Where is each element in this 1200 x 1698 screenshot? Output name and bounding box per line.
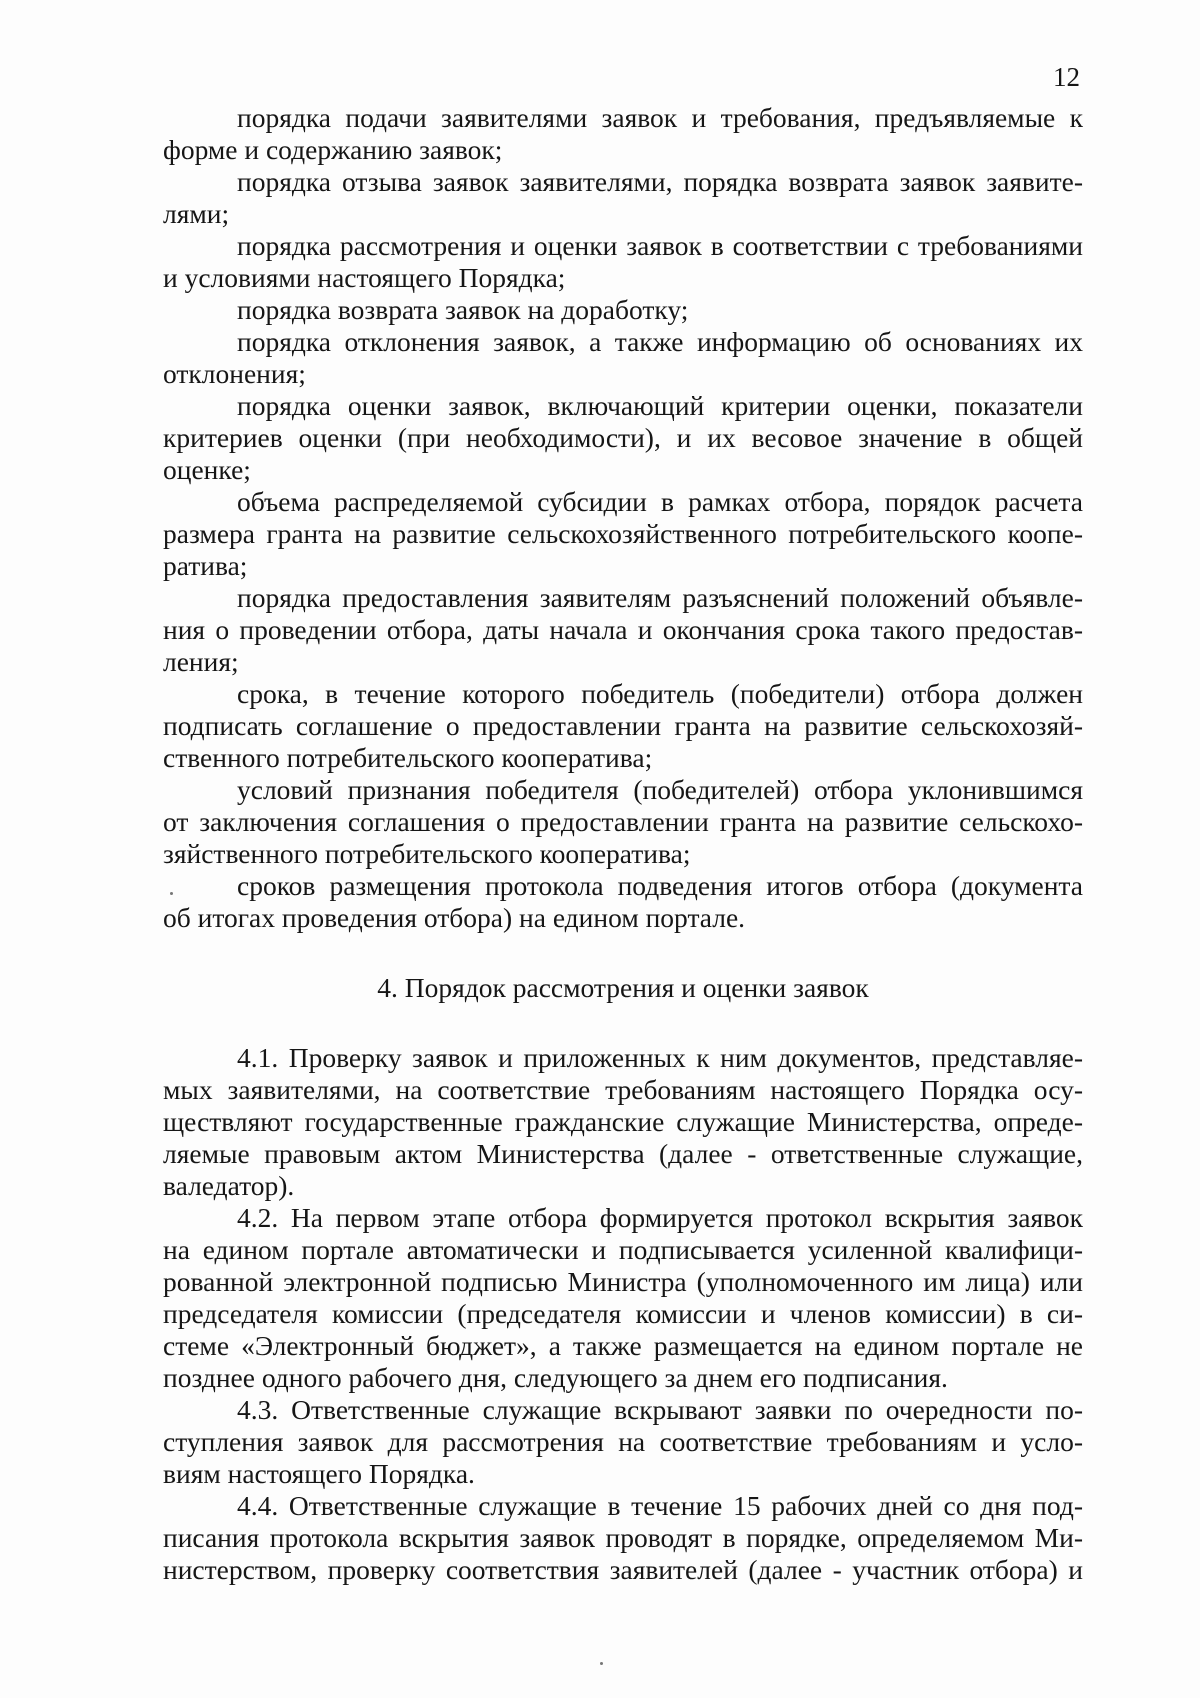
text-line: порядка отклонения заявок, а также информацию об основаниях их	[237, 326, 1083, 357]
text-line: порядка предоставления заявителям разъяснений положений объявле-	[237, 582, 1083, 613]
text-line: ния о проведении отбора, даты начала и окончания срока такого предостав-	[163, 614, 1083, 645]
page-number: 12	[1053, 62, 1080, 92]
text-line: и условиями настоящего Порядка;	[163, 262, 566, 293]
text-line: ственного потребительского кооператива;	[163, 742, 653, 773]
text-line: рованной электронной подписью Министра (уполномоченного им лица) или	[163, 1266, 1083, 1297]
text-line: от заключения соглашения о предоставлении гранта на развитие сельскохо-	[163, 806, 1083, 837]
section-heading: 4. Порядок рассмотрения и оценки заявок	[377, 972, 869, 1003]
text-line: лями;	[163, 198, 230, 229]
text-line: размера гранта на развитие сельскохозяйственного потребительского коопе-	[163, 518, 1083, 549]
text-line: оценке;	[163, 454, 251, 485]
text-line: форме и содержанию заявок;	[163, 134, 503, 165]
text-line: ляемые правовым актом Министерства (далее - ответственные служащие,	[163, 1138, 1083, 1169]
text-line: ществляют государственные гражданские служащие Министерства, опреде-	[163, 1106, 1083, 1137]
text-line: зяйственного потребительского кооператива;	[163, 838, 691, 869]
text-line: объема распределяемой субсидии в рамках отбора, порядок расчета	[237, 486, 1083, 517]
text-line: порядка подачи заявителями заявок и требования, предъявляемые к	[237, 102, 1083, 133]
text-line: ратива;	[163, 550, 248, 581]
text-line: на едином портале автоматически и подписывается усиленной квалифици-	[163, 1234, 1083, 1265]
scan-speck	[600, 1662, 603, 1665]
document-body	[163, 102, 1083, 1586]
text-line: отклонения;	[163, 358, 306, 389]
text-line: нистерством, проверку соответствия заявителей (далее - участник отбора) и	[163, 1554, 1083, 1585]
text-line: порядка отзыва заявок заявителями, порядка возврата заявок заявите-	[237, 166, 1083, 197]
text-line: писания протокола вскрытия заявок проводят в порядке, определяемом Ми-	[163, 1522, 1083, 1553]
text-line: стеме «Электронный бюджет», а также размещается на едином портале не	[163, 1330, 1083, 1361]
text-line: валедатор).	[163, 1170, 295, 1201]
text-line: 4.3. Ответственные служащие вскрывают заявки по очередности по-	[237, 1394, 1083, 1425]
text-line: 4.1. Проверку заявок и приложенных к ним документов, представляе-	[237, 1042, 1083, 1073]
text-line: мых заявителями, на соответствие требованиям настоящего Порядка осу-	[163, 1074, 1083, 1105]
text-line: порядка возврата заявок на доработку;	[237, 294, 689, 325]
text-line: критериев оценки (при необходимости), и их весовое значение в общей	[163, 422, 1083, 453]
text-line: ления;	[163, 646, 239, 677]
text-line: ступления заявок для рассмотрения на соответствие требованиям и усло-	[163, 1426, 1083, 1457]
text-line: срока, в течение которого победитель (победители) отбора должен	[237, 678, 1083, 709]
text-line: порядка рассмотрения и оценки заявок в соответствии с требованиями	[237, 230, 1083, 261]
text-line: председателя комиссии (председателя комиссии и членов комиссии) в си-	[163, 1298, 1083, 1329]
text-line: 4.4. Ответственные служащие в течение 15 рабочих дней со дня под-	[237, 1490, 1083, 1521]
text-line: подписать соглашение о предоставлении гранта на развитие сельскохозяй-	[163, 710, 1083, 741]
text-line: позднее одного рабочего дня, следующего за днем его подписания.	[163, 1362, 948, 1393]
text-line: 4.2. На первом этапе отбора формируется протокол вскрытия заявок	[237, 1202, 1083, 1233]
text-line: сроков размещения протокола подведения итогов отбора (документа	[237, 870, 1083, 901]
text-line: виям настоящего Порядка.	[163, 1458, 475, 1489]
text-line: об итогах проведения отбора) на едином портале.	[163, 902, 746, 933]
scan-speck	[170, 892, 173, 895]
text-line: порядка оценки заявок, включающий критерии оценки, показатели	[237, 390, 1083, 421]
text-line: условий признания победителя (победителей) отбора уклонившимся	[237, 774, 1083, 805]
